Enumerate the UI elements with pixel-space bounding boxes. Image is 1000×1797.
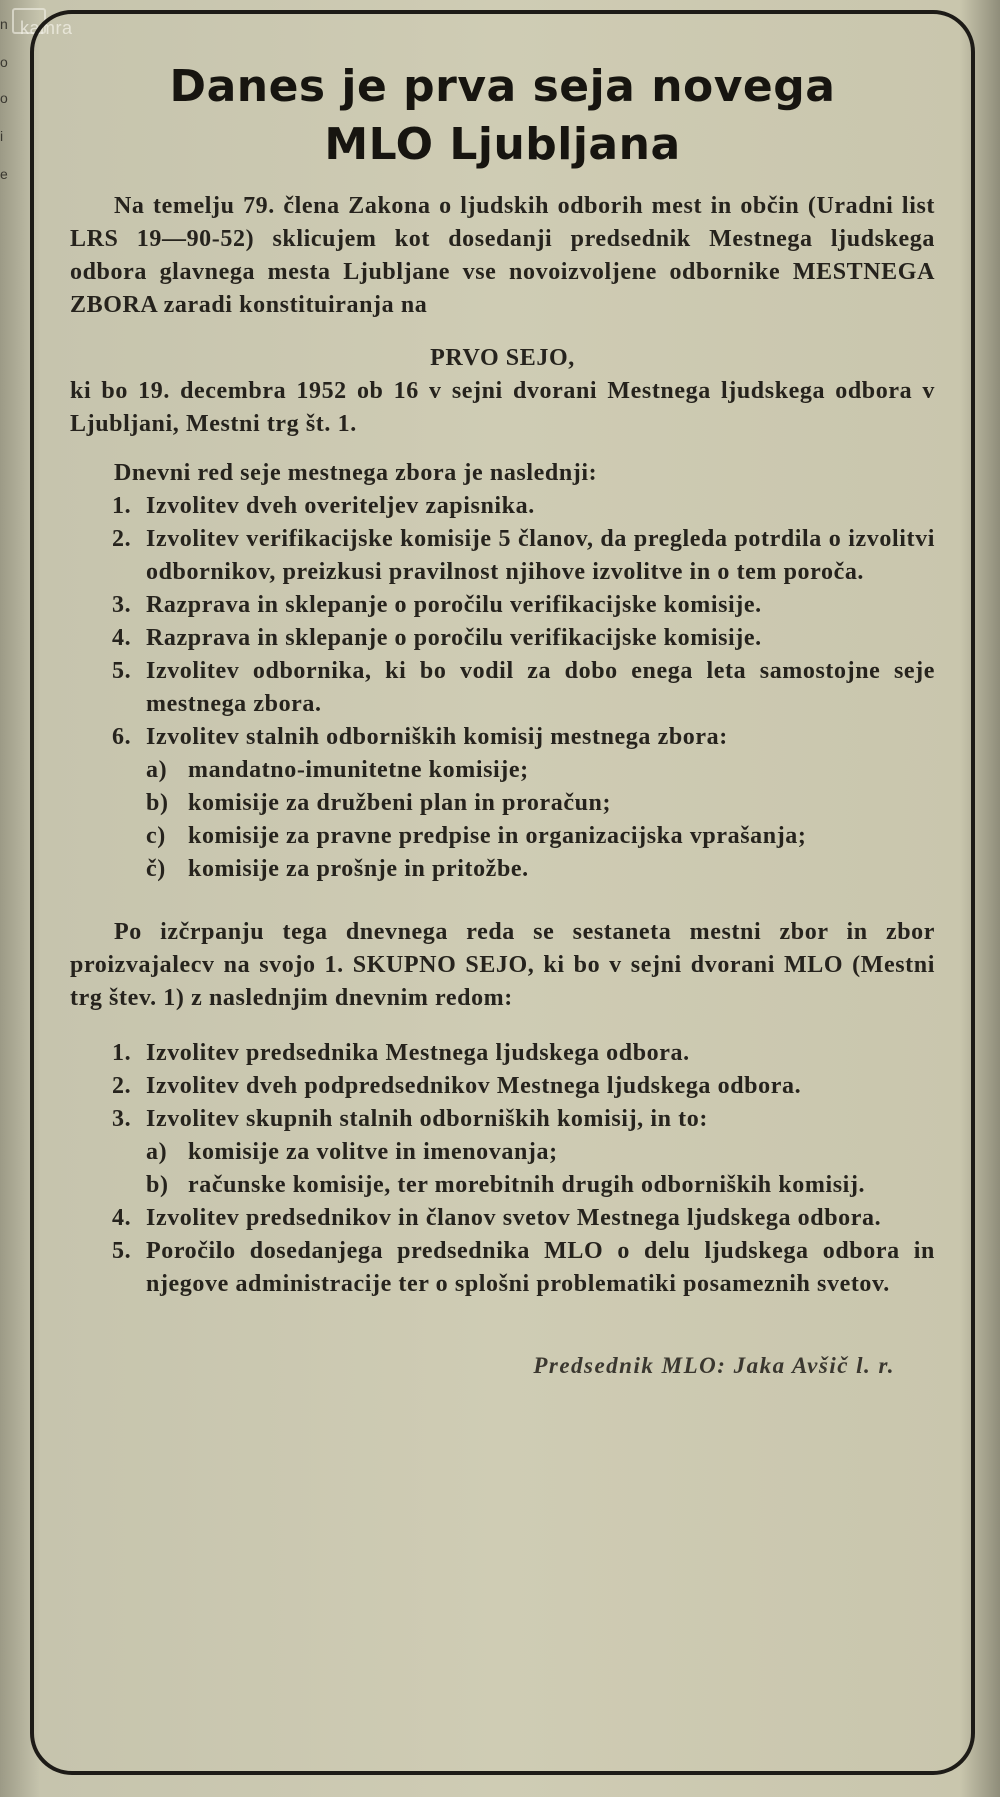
list-item bbox=[70, 622, 935, 655]
item-text: Izvolitev dveh overiteljev zapisnika. bbox=[146, 493, 535, 519]
item-number: 5. bbox=[112, 658, 132, 684]
item-number: 1. bbox=[112, 493, 132, 519]
agenda-1-sublist bbox=[70, 754, 935, 886]
sub-item bbox=[70, 754, 935, 787]
edge-letter: n bbox=[0, 16, 8, 32]
headline-line-1: Danes je prva seja novega bbox=[169, 61, 836, 112]
edge-letter: o bbox=[0, 54, 8, 70]
sub-item-text: komisije za prošnje in pritožbe. bbox=[188, 856, 529, 882]
list-item bbox=[70, 1202, 935, 1235]
sub-item-text: računske komisije, ter morebitnih drugih odborniških komisij. bbox=[188, 1172, 866, 1198]
watermark-text: kamra bbox=[20, 18, 73, 38]
edge-letter: i bbox=[0, 128, 4, 144]
item-text: Izvolitev skupnih stalnih odborniških komisij, in to: bbox=[146, 1106, 708, 1132]
item-number: 3. bbox=[112, 592, 132, 618]
item-number: 3. bbox=[112, 1106, 132, 1132]
sub-item bbox=[70, 1136, 935, 1169]
list-item bbox=[70, 1103, 935, 1136]
sub-item-text: komisije za volitve in imenovanja; bbox=[188, 1139, 558, 1165]
item-number: 2. bbox=[112, 526, 132, 552]
agenda-2-list bbox=[70, 1037, 935, 1136]
agenda-1-list bbox=[70, 490, 935, 754]
sub-item-letter: b) bbox=[146, 790, 169, 816]
item-text: Razprava in sklepanje o poročilu verifikacijske komisije. bbox=[146, 625, 762, 651]
sub-item-letter: a) bbox=[146, 757, 168, 783]
item-text: Izvolitev predsednikov in članov svetov Mestnega ljudskega odbora. bbox=[146, 1205, 882, 1231]
signature: Predsednik MLO: Jaka Avšič l. r. bbox=[533, 1353, 895, 1378]
item-text: Poročilo dosedanjega predsednika MLO o delu ljudskega odbora in njegove administracije ter o splošni problematiki posameznih svetov. bbox=[146, 1238, 935, 1297]
item-number: 4. bbox=[112, 1205, 132, 1231]
headline-line-2: MLO Ljubljana bbox=[324, 119, 681, 170]
agenda-1-intro: Dnevni red seje mestnega zbora je naslednji: bbox=[114, 460, 598, 486]
notice-body bbox=[70, 58, 935, 1405]
sub-item bbox=[70, 1169, 935, 1202]
item-text: Izvolitev verifikacijske komisije 5 članov, da pregleda potrdila o izvolitvi odbornikov, preizkusi pravilnost njihove izvolitve in o tem poroča. bbox=[146, 526, 935, 585]
agenda-2-list-continued bbox=[70, 1202, 935, 1301]
sub-item-letter: c) bbox=[146, 823, 166, 849]
session-details: ki bo 19. decembra 1952 ob 16 v sejni dvorani Mestnega ljudskega odbora v Ljubljani, Mestni trg št. 1. bbox=[70, 378, 935, 437]
headline bbox=[70, 58, 935, 174]
list-item bbox=[70, 490, 935, 523]
item-number: 2. bbox=[112, 1073, 132, 1099]
sub-item-text: mandatno-imunitetne komisije; bbox=[188, 757, 529, 783]
sub-item bbox=[70, 820, 935, 853]
sub-item-text: komisije za pravne predpise in organizacijska vprašanja; bbox=[188, 823, 807, 849]
joint-session-paragraph: Po izčrpanju tega dnevnega reda se sestaneta mestni zbor in zbor proizvajalecv na svojo 1. SKUPNO SEJO, ki bo v sejni dvorani MLO (Mestni trg štev. 1) z naslednjim dnevnim redom: bbox=[70, 919, 935, 1011]
item-number: 4. bbox=[112, 625, 132, 651]
agenda-2-sublist bbox=[70, 1136, 935, 1202]
sub-item-text: komisije za družbeni plan in proračun; bbox=[188, 790, 612, 816]
sub-item-letter: a) bbox=[146, 1139, 168, 1165]
list-item bbox=[70, 523, 935, 589]
item-text: Izvolitev predsednika Mestnega ljudskega odbora. bbox=[146, 1040, 690, 1066]
item-number: 5. bbox=[112, 1238, 132, 1264]
sub-item bbox=[70, 853, 935, 886]
sub-item bbox=[70, 787, 935, 820]
list-item bbox=[70, 1070, 935, 1103]
list-item bbox=[70, 721, 935, 754]
list-item bbox=[70, 1037, 935, 1070]
sub-item-letter: b) bbox=[146, 1172, 169, 1198]
item-text: Izvolitev odbornika, ki bo vodil za dobo enega leta samostojne seje mestnega zbora. bbox=[146, 658, 935, 717]
sub-item-letter: č) bbox=[146, 856, 166, 882]
intro-paragraph: Na temelju 79. člena Zakona o ljudskih odborih mest in občin (Uradni list LRS 19—90-52) sklicujem kot dosedanji predsednik Mestnega ljudskega odbora glavnega mesta Ljubljane vse novoizvoljene odbornike MESTNEGA ZBORA zaradi konstituiranja na bbox=[70, 193, 935, 318]
item-text: Razprava in sklepanje o poročilu verifikacijske komisije. bbox=[146, 592, 762, 618]
list-item bbox=[70, 1235, 935, 1301]
edge-letter: o bbox=[0, 90, 8, 106]
item-text: Izvolitev dveh podpredsednikov Mestnega ljudskega odbora. bbox=[146, 1073, 802, 1099]
list-item bbox=[70, 589, 935, 622]
edge-letter: e bbox=[0, 166, 8, 182]
item-number: 1. bbox=[112, 1040, 132, 1066]
item-number: 6. bbox=[112, 724, 132, 750]
list-item bbox=[70, 655, 935, 721]
item-text: Izvolitev stalnih odborniških komisij mestnega zbora: bbox=[146, 724, 728, 750]
session-title: PRVO SEJO, bbox=[430, 345, 575, 371]
